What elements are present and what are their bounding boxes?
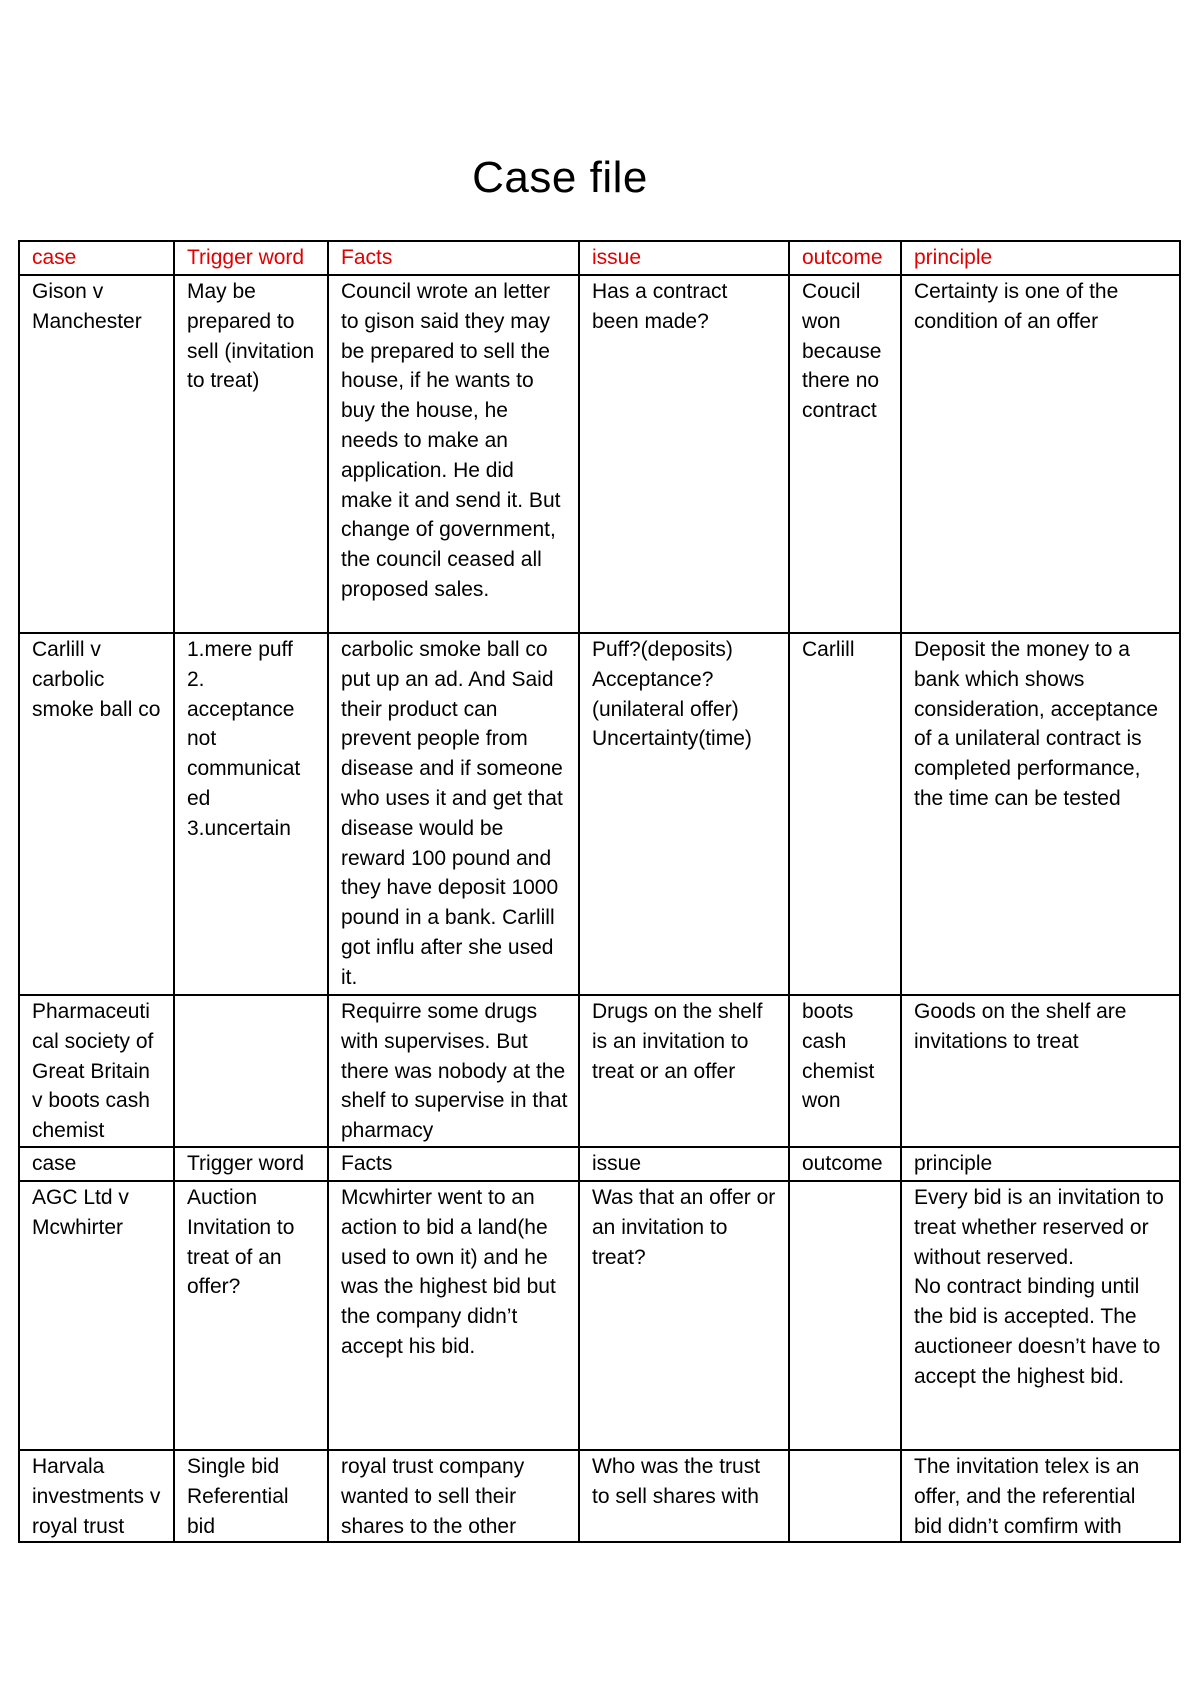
header-trigger-word: Trigger word [174, 1147, 328, 1181]
facts-cell: Requirre some drugs with supervises. But there was nobody at the shelf to supervise in that pharmacy [328, 995, 579, 1147]
trigger-cell: 1.mere puff 2. acceptance not communicat ed 3.uncertain [174, 633, 328, 995]
trigger-cell: May be prepared to sell (invitation to treat) [174, 275, 328, 633]
table-row [19, 275, 1180, 633]
header-facts: Facts [328, 241, 579, 275]
case-table [18, 240, 1181, 1543]
trigger-cell: Single bid Referential bid [174, 1450, 328, 1542]
issue-cell: Was that an offer or an invitation to treat? [579, 1181, 789, 1450]
header-outcome: outcome [789, 241, 901, 275]
issue-cell: Who was the trust to sell shares with [579, 1450, 789, 1542]
table-row [19, 1181, 1180, 1450]
header-case: case [19, 1147, 174, 1181]
header-principle: principle [901, 241, 1180, 275]
principle-cell: Goods on the shelf are invitations to treat [901, 995, 1180, 1147]
facts-cell: carbolic smoke ball co put up an ad. And Said their product can prevent people from disease and if someone who uses it and get that disease would be reward 100 pound and they have deposit 1000 pound in a bank. Carlill got influ after she used it. [328, 633, 579, 995]
header-case: case [19, 241, 174, 275]
header-issue: issue [579, 241, 789, 275]
facts-cell: royal trust company wanted to sell their shares to the other [328, 1450, 579, 1542]
header-row [19, 241, 1180, 275]
header-principle: principle [901, 1147, 1180, 1181]
outcome-cell: Coucil won because there no contract [789, 275, 901, 633]
principle-cell: Certainty is one of the condition of an offer [901, 275, 1180, 633]
trigger-cell [174, 995, 328, 1147]
principle-cell: The invitation telex is an offer, and the referential bid didn’t comfirm with [901, 1450, 1180, 1542]
issue-cell: Drugs on the shelf is an invitation to treat or an offer [579, 995, 789, 1147]
trigger-cell: Auction Invitation to treat of an offer? [174, 1181, 328, 1450]
facts-cell: Council wrote an letter to gison said they may be prepared to sell the house, if he wants to buy the house, he needs to make an application. He did make it and send it. But change of government, the council ceased all proposed sales. [328, 275, 579, 633]
case-cell: AGC Ltd v Mcwhirter [19, 1181, 174, 1450]
outcome-cell [789, 1450, 901, 1542]
case-cell: Harvala investments v royal trust [19, 1450, 174, 1542]
case-cell: Pharmaceuti cal society of Great Britain v boots cash chemist [19, 995, 174, 1147]
issue-cell: Has a contract been made? [579, 275, 789, 633]
header-trigger-word: Trigger word [174, 241, 328, 275]
case-cell: Gison v Manchester [19, 275, 174, 633]
header-issue: issue [579, 1147, 789, 1181]
case-cell: Carlill v carbolic smoke ball co [19, 633, 174, 995]
repeated-header-row [19, 1147, 1180, 1181]
issue-cell: Puff?(deposits) Acceptance? (unilateral offer) Uncertainty(time) [579, 633, 789, 995]
table-row [19, 633, 1180, 995]
table-row [19, 995, 1180, 1147]
outcome-cell: Carlill [789, 633, 901, 995]
header-facts: Facts [328, 1147, 579, 1181]
principle-cell: Every bid is an invitation to treat whether reserved or without reserved. No contract binding until the bid is accepted. The auctioneer doesn’t have to accept the highest bid. [901, 1181, 1180, 1450]
outcome-cell [789, 1181, 901, 1450]
header-outcome: outcome [789, 1147, 901, 1181]
principle-cell: Deposit the money to a bank which shows consideration, acceptance of a unilateral contract is completed performance, the time can be tested [901, 633, 1180, 995]
outcome-cell: boots cash chemist won [789, 995, 901, 1147]
facts-cell: Mcwhirter went to an action to bid a land(he used to own it) and he was the highest bid but the company didn’t accept his bid. [328, 1181, 579, 1450]
page-title: Case file [472, 153, 648, 202]
table-row [19, 1450, 1180, 1542]
